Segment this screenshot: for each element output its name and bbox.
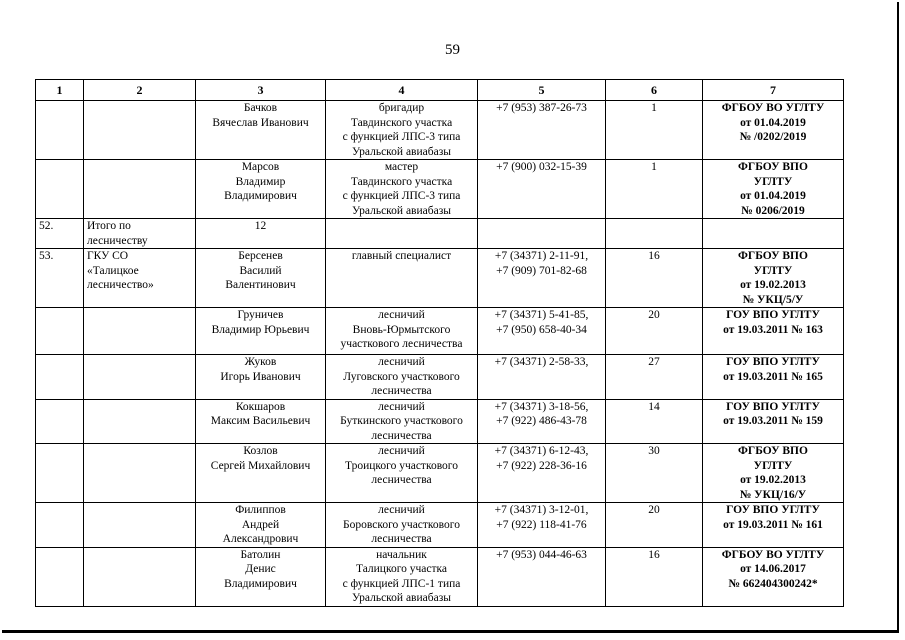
- employee-name-cell: [196, 503, 326, 548]
- position-cell-line: с функцией ЛПС-3 типа: [342, 190, 461, 202]
- employee-name-cell-line: Козлов: [243, 445, 278, 457]
- phone-cell-line: +7 (922) 228-36-16: [496, 459, 587, 472]
- table-row: [36, 160, 844, 219]
- row-number-cell: [36, 101, 84, 160]
- phone-cell: [478, 355, 606, 400]
- count-cell: 27: [606, 355, 703, 400]
- certificate-cell: [703, 503, 844, 548]
- count-cell: 1: [606, 101, 703, 160]
- phone-cell: [478, 219, 606, 249]
- table-row: [36, 503, 844, 548]
- certificate-cell-line: ГОУ ВПО УГЛТУ: [726, 309, 820, 321]
- position-cell-line: главный специалист: [351, 250, 452, 262]
- phone-cell: [478, 308, 606, 355]
- table-row: [36, 219, 844, 249]
- count-cell: 20: [606, 308, 703, 355]
- header-cell-7: 7: [703, 80, 844, 101]
- organization-cell: [84, 355, 196, 400]
- phone-cell: [478, 399, 606, 444]
- position-cell: [326, 547, 478, 606]
- header-row: [36, 80, 844, 101]
- certificate-cell: [703, 399, 844, 444]
- row-number-cell: [36, 308, 84, 355]
- phone-cell-line: +7 (34371) 5-41-85,: [494, 309, 589, 321]
- position-cell: [326, 160, 478, 219]
- employee-name-cell-line: Владимир Юрьевич: [211, 323, 310, 336]
- position-cell-line: бригадир: [378, 102, 425, 114]
- employee-name-cell: [196, 101, 326, 160]
- certificate-cell-line: УГЛТУ: [753, 175, 793, 188]
- phone-cell-line: +7 (34371) 2-58-33,: [494, 356, 589, 368]
- phone-cell: [478, 444, 606, 503]
- position-cell: [326, 503, 478, 548]
- employee-name-cell: [196, 355, 326, 400]
- position-cell-line: лесничества: [371, 429, 432, 442]
- employee-name-cell: [196, 444, 326, 503]
- header-cell-4: 4: [326, 80, 478, 101]
- position-cell-line: Уральской авиабазы: [352, 592, 451, 604]
- employee-name-cell-line: Филиппов: [235, 504, 286, 516]
- position-cell-line: лесничества: [371, 385, 432, 397]
- certificate-cell: [703, 101, 844, 160]
- header-cell-6: 6: [606, 80, 703, 101]
- organization-cell-line: ГКУ СО: [87, 250, 129, 262]
- phone-cell-line: +7 (34371) 6-12-43,: [494, 445, 589, 457]
- table-row: [36, 355, 844, 400]
- table-body: [36, 101, 844, 607]
- employee-name-cell-line: Владимирович: [224, 577, 297, 590]
- certificate-cell-line: № /0202/2019: [739, 131, 807, 143]
- position-cell-line: мастер: [384, 161, 419, 173]
- page-number: 59: [445, 42, 460, 58]
- phone-cell-line: +7 (909) 701-82-68: [496, 264, 587, 277]
- employee-name-cell-line: 12: [254, 220, 267, 232]
- certificate-cell-line: № УКЦ/16/У: [739, 488, 807, 501]
- phone-cell: [478, 249, 606, 308]
- organization-cell: [84, 219, 196, 249]
- phone-cell-line: +7 (34371) 2-11-91,: [494, 250, 589, 262]
- position-cell-line: Вновь-Юрмытского: [352, 323, 451, 336]
- organization-cell-line: лесничеству: [87, 234, 148, 247]
- employee-name-cell-line: Валентинович: [225, 279, 296, 291]
- position-cell-line: участкового лесничества: [340, 338, 463, 350]
- position-cell: [326, 249, 478, 308]
- certificate-cell: [703, 249, 844, 308]
- row-number-cell: [36, 547, 84, 606]
- row-number-cell: [36, 399, 84, 444]
- certificate-cell-line: ФГБОУ ВПО: [738, 250, 808, 262]
- count-cell: 20: [606, 503, 703, 548]
- certificate-cell-line: ФГБОУ ВО УГЛТУ: [721, 548, 825, 561]
- certificate-cell-line: УГЛТУ: [753, 459, 793, 472]
- table-row: [36, 249, 844, 308]
- organization-cell: [84, 249, 196, 308]
- phone-cell-line: +7 (953) 044-46-63: [496, 548, 587, 561]
- position-cell-line: Тавдинского участка: [350, 116, 453, 129]
- phone-cell-line: +7 (900) 032-15-39: [496, 161, 587, 173]
- employee-name-cell-line: Александрович: [222, 533, 299, 545]
- count-cell: 16: [606, 249, 703, 308]
- employee-name-cell-line: Марсов: [241, 161, 280, 173]
- employee-name-cell-line: Вячеслав Иванович: [212, 116, 309, 129]
- header-cell-5: 5: [478, 80, 606, 101]
- organization-cell: [84, 160, 196, 219]
- row-number-cell: [36, 503, 84, 548]
- position-cell-line: с функцией ЛПС-1 типа: [342, 577, 461, 590]
- position-cell: [326, 399, 478, 444]
- position-cell-line: лесничества: [371, 533, 432, 545]
- position-cell-line: лесничий: [378, 504, 425, 516]
- position-cell-line: Троицкого участкового: [344, 459, 458, 472]
- table-row: [36, 547, 844, 606]
- certificate-cell-line: от 19.03.2011 № 161: [723, 518, 823, 531]
- position-cell-line: лесничества: [371, 474, 432, 486]
- employee-name-cell-line: Владимирович: [224, 190, 297, 202]
- organization-cell: [84, 101, 196, 160]
- position-cell: [326, 444, 478, 503]
- row-number-cell: [36, 355, 84, 400]
- certificate-cell-line: № 0206/2019: [741, 204, 805, 217]
- certificate-cell-line: № УКЦ/5/У: [742, 293, 804, 306]
- position-cell: [326, 308, 478, 355]
- certificate-cell-line: от 14.06.2017: [740, 563, 806, 575]
- employee-name-cell-line: Андрей: [241, 518, 280, 531]
- certificate-cell-line: ФГБОУ ВПО: [738, 445, 808, 457]
- employee-name-cell: [196, 160, 326, 219]
- certificate-cell-line: от 19.03.2011 № 165: [723, 370, 823, 383]
- position-cell: [326, 219, 478, 249]
- phone-cell-line: +7 (34371) 3-18-56,: [494, 400, 589, 413]
- phone-cell-line: +7 (950) 658-40-34: [496, 323, 587, 336]
- table-row: [36, 444, 844, 503]
- position-cell-line: Буткинского участкового: [340, 415, 463, 427]
- employee-name-cell-line: Бачков: [243, 102, 278, 114]
- certificate-cell-line: от 01.04.2019: [740, 190, 806, 202]
- employee-name-cell-line: Жуков: [244, 356, 277, 368]
- employee-name-cell: [196, 249, 326, 308]
- employee-name-cell-line: Сергей Михайлович: [210, 459, 311, 472]
- table-row: [36, 101, 844, 160]
- position-cell: [326, 101, 478, 160]
- personnel-table: [35, 79, 844, 607]
- count-cell: 1: [606, 160, 703, 219]
- position-cell-line: Тавдинского участка: [350, 175, 453, 188]
- position-cell-line: лесничий: [378, 356, 425, 368]
- employee-name-cell-line: Игорь Иванович: [220, 370, 301, 383]
- organization-cell: [84, 399, 196, 444]
- employee-name-cell: [196, 308, 326, 355]
- certificate-cell-line: УГЛТУ: [753, 264, 793, 277]
- certificate-cell-line: от 19.03.2011 № 163: [723, 323, 823, 336]
- employee-name-cell-line: Владимир: [235, 175, 286, 188]
- certificate-cell-line: от 19.02.2013: [740, 279, 806, 291]
- certificate-cell-line: от 01.04.2019: [740, 116, 806, 129]
- position-cell-line: лесничий: [378, 400, 425, 413]
- header-cell-2: 2: [84, 80, 196, 101]
- header-cell-1: 1: [36, 80, 84, 101]
- phone-cell-line: +7 (922) 486-43-78: [496, 415, 587, 427]
- position-cell-line: Боровского участкового: [343, 518, 460, 531]
- certificate-cell-line: ФГБОУ ВПО: [738, 161, 808, 173]
- employee-name-cell-line: Батолин: [240, 548, 281, 561]
- certificate-cell-line: ГОУ ВПО УГЛТУ: [726, 356, 820, 368]
- position-cell-line: лесничий: [378, 309, 425, 321]
- certificate-cell: [703, 308, 844, 355]
- table-row: [36, 308, 844, 355]
- organization-cell: [84, 308, 196, 355]
- phone-cell-line: +7 (953) 387-26-73: [496, 102, 587, 114]
- employee-name-cell-line: Василий: [239, 264, 282, 277]
- count-cell: 14: [606, 399, 703, 444]
- position-cell-line: Уральской авиабазы: [352, 145, 451, 158]
- position-cell-line: Луговского участкового: [343, 370, 460, 383]
- organization-cell: [84, 547, 196, 606]
- position-cell-line: лесничий: [378, 445, 425, 457]
- position-cell-line: Талицкого участка: [355, 563, 448, 575]
- certificate-cell-line: от 19.03.2011 № 159: [723, 415, 823, 427]
- position-cell: [326, 355, 478, 400]
- certificate-cell: [703, 444, 844, 503]
- table-row: [36, 399, 844, 444]
- employee-name-cell: [196, 399, 326, 444]
- organization-cell-line: лесничество»: [87, 279, 154, 291]
- phone-cell: [478, 547, 606, 606]
- organization-cell-line: Итого по: [87, 220, 131, 232]
- certificate-cell-line: от 19.02.2013: [740, 474, 806, 486]
- row-number-cell: 52.: [36, 219, 84, 249]
- certificate-cell: [703, 355, 844, 400]
- position-cell-line: начальник: [376, 548, 427, 561]
- certificate-cell: [703, 219, 844, 249]
- row-number-cell: [36, 160, 84, 219]
- organization-cell: [84, 503, 196, 548]
- phone-cell: [478, 101, 606, 160]
- employee-name-cell: [196, 219, 326, 249]
- certificate-cell-line: ФГБОУ ВО УГЛТУ: [721, 102, 825, 114]
- position-cell-line: с функцией ЛПС-3 типа: [342, 131, 461, 143]
- certificate-cell-line: ГОУ ВПО УГЛТУ: [726, 400, 820, 413]
- count-cell: [606, 219, 703, 249]
- employee-name-cell: [196, 547, 326, 606]
- phone-cell-line: +7 (34371) 3-12-01,: [494, 504, 589, 516]
- count-cell: 16: [606, 547, 703, 606]
- employee-name-cell-line: Берсенев: [238, 250, 283, 262]
- certificate-cell: [703, 547, 844, 606]
- certificate-cell-line: ГОУ ВПО УГЛТУ: [726, 504, 820, 516]
- phone-cell: [478, 160, 606, 219]
- row-number-cell: [36, 444, 84, 503]
- organization-cell-line: «Талицкое: [87, 264, 139, 277]
- count-cell: 30: [606, 444, 703, 503]
- employee-name-cell-line: Кокшаров: [235, 400, 286, 413]
- row-number-cell: 53.: [36, 249, 84, 308]
- employee-name-cell-line: Денис: [245, 563, 276, 575]
- certificate-cell-line: № 662404300242*: [728, 577, 818, 590]
- header-cell-3: 3: [196, 80, 326, 101]
- employee-name-cell-line: Груничев: [237, 309, 284, 321]
- organization-cell: [84, 444, 196, 503]
- certificate-cell: [703, 160, 844, 219]
- phone-cell-line: +7 (922) 118-41-76: [496, 518, 587, 531]
- position-cell-line: Уральской авиабазы: [352, 204, 451, 217]
- employee-name-cell-line: Максим Васильевич: [210, 415, 311, 427]
- phone-cell: [478, 503, 606, 548]
